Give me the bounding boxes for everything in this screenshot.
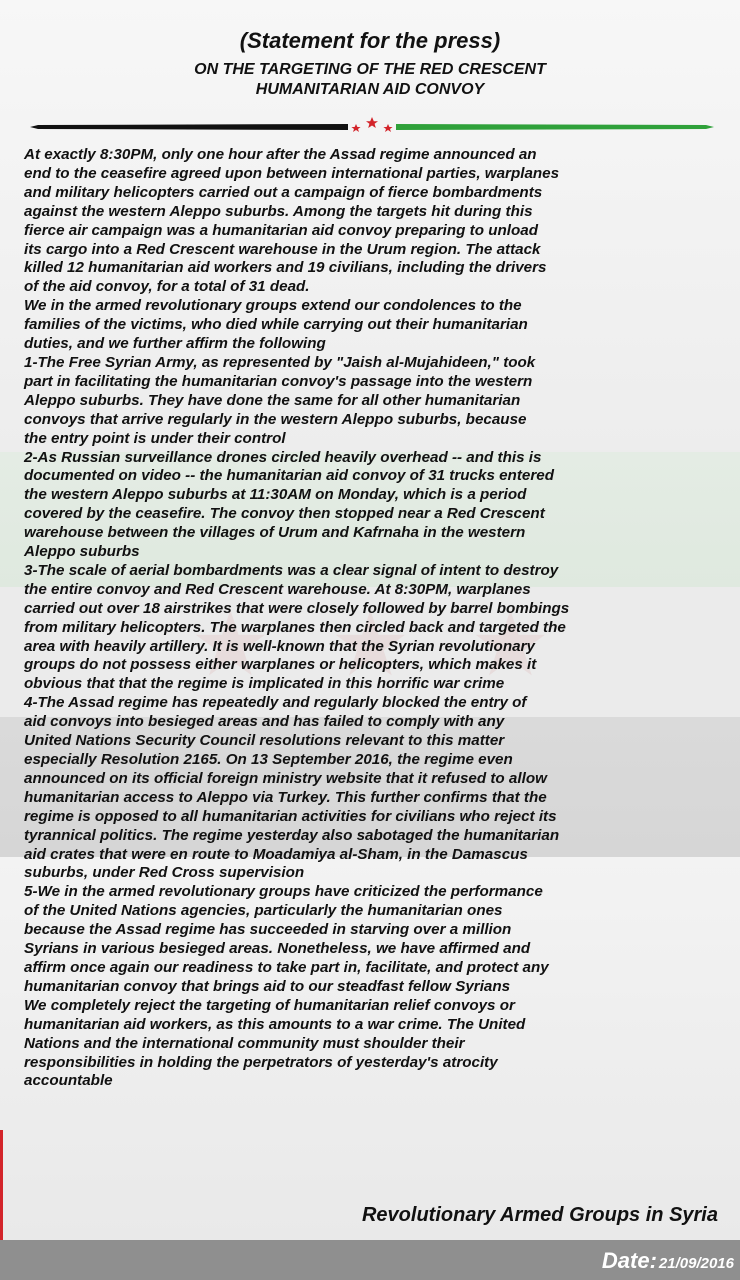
statement-paragraph-intro: At exactly 8:30PM, only one hour after the Assad regime announced an end to the ceasefire agreed upon between international parties, warplanes and military helicopters carried out a campaign of fierce bombardments against the western Aleppo suburbs. Among the targets hit during this fierce air campaign was a humanitarian aid convoy preparing to unload its cargo into a Red Crescent warehouse in the Urum region. The attack killed 12 humanitarian aid workers and 19 civilians, including the drivers of the aid convoy, for a total of 31 dead.: [24, 146, 560, 296]
page-subtitle: [0, 60, 740, 100]
left-red-accent: [0, 1130, 3, 1240]
date-label: Date:: [601, 1248, 657, 1273]
flag-stars-icon: [351, 117, 392, 132]
background-star-icon: ★: [330, 595, 411, 695]
statement-paragraph-closing: We completely reject the targeting of humanitarian relief convoys or humanitarian aid workers, as this amounts to a war crime. The United Nations and the international community must shoulder their responsibilities in holding the perpetrators of yesterday's atrocity accountable: [24, 996, 526, 1090]
background-star-icon: ★: [470, 595, 551, 695]
statement-body: [24, 146, 724, 1091]
statement-point-5: 5-We in the armed revolutionary groups have criticized the performance of the United Nations agencies, particularly the humanitarian ones because the Assad regime has succeeded in starving over a million Syrians in various besieged areas. Nonetheless, we have affirmed and affirm once again our readiness to take part in, facilitate, and protect any humanitarian convoy that brings aid to our steadfast fellow Syrians: [24, 883, 549, 995]
footer-bar: [0, 1240, 740, 1280]
date-stamp: [602, 1248, 734, 1274]
flag-divider: [30, 116, 714, 138]
statement-paragraph-condolences: We in the armed revolutionary groups extend our condolences to the families of the victims, who died while carrying out their humanitarian duties, and we further affirm the following: [24, 297, 528, 353]
statement-point-2: 2-As Russian surveillance drones circled heavily overhead -- and this is documented on video -- the humanitarian aid convoy of 31 trucks entered the western Aleppo suburbs at 11:30AM on Monday, which is a period covered by the ceasefire. The convoy then stopped near a Red Crescent warehouse between the villages of Urum and Kafrnaha in the western Aleppo suburbs: [24, 448, 554, 561]
statement-point-1: 1-The Free Syrian Army, as represented by "Jaish al-Mujahideen," took part in facilitating the humanitarian convoy's passage into the western Aleppo suburbs. They have done the same for all other humanitarian convoys that arrive regularly in the western Aleppo suburbs, because the entry point is under their control: [24, 353, 536, 447]
flag-divider-green-bar: [396, 124, 714, 130]
signature: Revolutionary Armed Groups in Syria: [361, 1204, 718, 1226]
statement-point-4: 4-The Assad regime has repeatedly and regularly blocked the entry of aid convoys into besieged areas and has failed to comply with any United Nations Security Council resolutions relevant to this matter especially Resolution 2165. On 13 September 2016, the regime even announced on its official foreign ministry website that it refused to allow humanitarian access to Aleppo via Turkey. This further confirms that the regime is opposed to all humanitarian activities for civilians who reject its tyrannical politics. The regime yesterday also sabotaged the humanitarian aid crates that were en route to Moadamiya al-Sham, in the Damascus suburbs, under Red Cross supervision: [24, 694, 560, 882]
date-value: 21/09/2016: [658, 1255, 734, 1272]
subtitle-line-2: HUMANITARIAN AID CONVOY: [255, 81, 485, 98]
flag-divider-black-bar: [30, 124, 348, 130]
subtitle-line-1: ON THE TARGETING OF THE RED CRESCENT: [194, 61, 546, 78]
background-star-icon: ★: [190, 595, 271, 695]
page-title: (Statement for the press): [239, 28, 501, 53]
statement-point-3: 3-The scale of aerial bombardments was a clear signal of intent to destroy the entire convoy and Red Crescent warehouse. At 8:30PM, warplanes carried out over 18 airstrikes that were closely followed by barrel bombings from military helicopters. The warplanes then circled back and targeted the area with heavily artillery. It is well-known that the Syrian revolutionary groups do not possess either warplanes or helicopters, which makes it obvious that that the regime is implicated in this horrific war crime: [24, 561, 570, 693]
